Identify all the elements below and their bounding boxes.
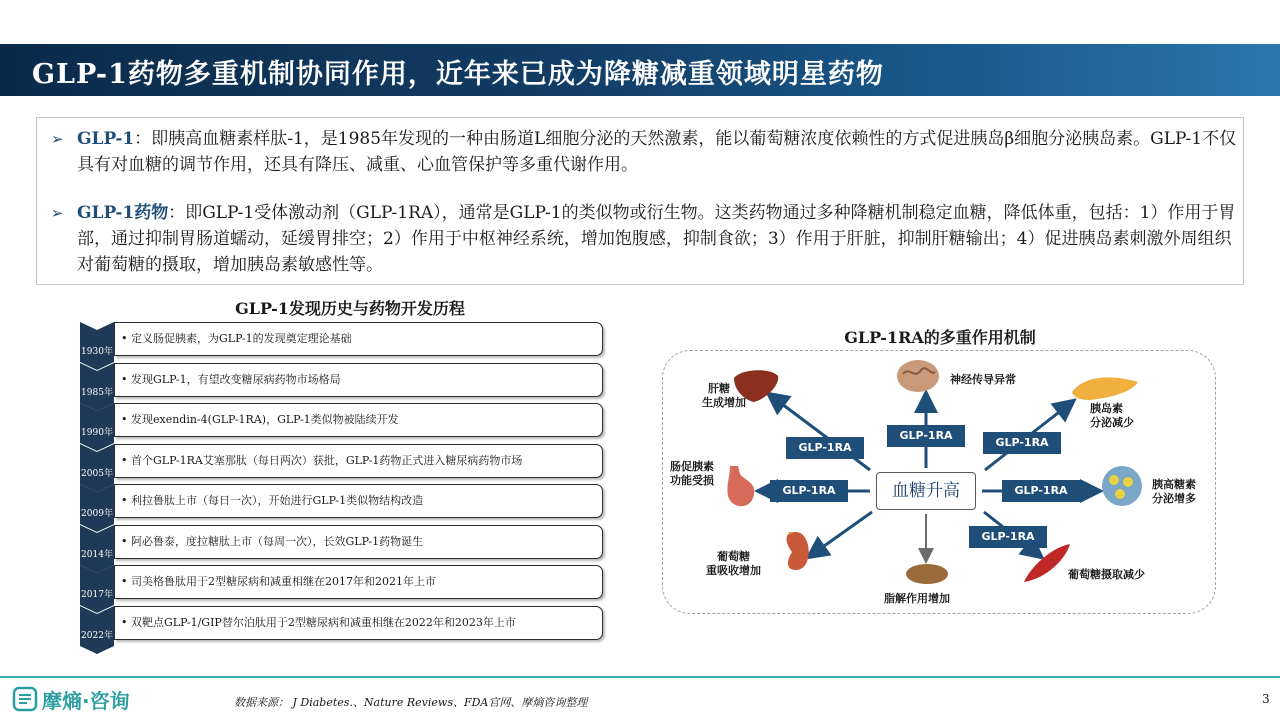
timeline-event: • 发现GLP-1，有望改变糖尿病药物市场格局 <box>114 363 603 397</box>
label-muscle: 葡萄糖摄取减少 <box>1068 568 1145 581</box>
label-gut: 肠促胰素 功能受损 <box>670 460 714 487</box>
timeline-event: • 司美格鲁肽用于2型糖尿病和减重相继在2017年和2021年上市 <box>114 565 603 599</box>
bullet-key: GLP-1 <box>77 129 135 149</box>
alpha-cell-icon <box>1098 462 1146 510</box>
label-brain: 神经传导异常 <box>950 373 1016 386</box>
label-fat: 脂解作用增加 <box>884 592 950 605</box>
timeline-event: • 定义肠促胰素，为GLP-1的发现奠定理论基础 <box>114 322 603 356</box>
brand-logo <box>12 686 130 712</box>
kidney-icon <box>776 530 816 572</box>
pancreas-icon <box>1070 372 1140 402</box>
stomach-icon <box>722 464 758 512</box>
tag-glp1ra: GLP-1RA <box>969 526 1047 548</box>
timeline-event: • 利拉鲁肽上市（每日一次），开始进行GLP-1类似物结构改造 <box>114 484 603 518</box>
label-liver: 肝糖 生成增加 <box>702 382 746 409</box>
timeline-title: GLP-1发现历史与药物开发历程 <box>235 299 465 318</box>
timeline-year: 2022年 <box>81 630 113 641</box>
tag-glp1ra: GLP-1RA <box>887 425 965 447</box>
timeline-year: 1985年 <box>81 387 113 398</box>
timeline-event: • 双靶点GLP-1/GIP替尔泊肽用于2型糖尿病和减重相继在2022年和2023年上市 <box>114 606 603 640</box>
timeline-event: • 首个GLP-1RA艾塞那肽（每日两次）获批，GLP-1药物正式进入糖尿病药物市场 <box>114 444 603 478</box>
bullet-text: ：即GLP-1受体激动剂（GLP-1RA），通常是GLP-1的类似物或衍生物。这类药物通过多种降糖机制稳定血糖，降低体重，包括：1）作用于胃部，通过抑制胃肠道蠕动，延缓胃排空；2）作用于中枢神经系统，增加饱腹感，抑制食欲；3）作用于肝脏，抑制肝糖输出；4）促进胰岛素刺激外周组织对葡萄糖的摄取，增加胰岛素敏感性等。 <box>77 203 1236 275</box>
brand-mark-icon <box>12 686 38 712</box>
tag-glp1ra: GLP-1RA <box>786 437 864 459</box>
timeline-year: 2009年 <box>81 509 113 519</box>
timeline-year: 2017年 <box>81 590 113 600</box>
footer-divider <box>0 676 1280 678</box>
blood-sugar-rise: 血糖升高 <box>876 472 976 510</box>
label-alpha: 胰高糖素 分泌增多 <box>1152 478 1196 505</box>
arrow-bullet-icon: ➢ <box>51 204 64 222</box>
brain-icon <box>895 358 941 394</box>
arrow-bullet-icon: ➢ <box>51 130 64 148</box>
timeline-event: • 发现exendin-4(GLP-1RA)，GLP-1类似物被陆续开发 <box>114 403 603 437</box>
timeline-year: 2014年 <box>81 549 113 560</box>
arrow-to-kidney <box>810 512 872 556</box>
slide-title: GLP-1药物多重机制协同作用，近年来已成为降糖减重领域明星药物 <box>32 59 884 90</box>
mechanism-title: GLP-1RA的多重作用机制 <box>844 328 1036 347</box>
tag-glp1ra: GLP-1RA <box>770 480 848 502</box>
timeline-event: • 阿必鲁泰，度拉糖肽上市（每周一次），长效GLP-1药物诞生 <box>114 525 603 559</box>
data-source: 数据来源： J Diabetes.、Nature Reviews、FDA官网、摩熵咨询整理 <box>234 696 588 709</box>
tag-glp1ra: GLP-1RA <box>1002 480 1080 502</box>
label-pancreas: 胰岛素 分泌减少 <box>1090 402 1134 429</box>
label-kidney: 葡萄糖 重吸收增加 <box>706 550 761 577</box>
bullet-key: GLP-1药物 <box>77 203 169 223</box>
timeline-year: 2005年 <box>81 468 113 479</box>
fat-icon <box>904 562 950 586</box>
tag-glp1ra: GLP-1RA <box>983 432 1061 454</box>
bullet-text: ：即胰高血糖素样肽-1，是1985年发现的一种由肠道L细胞分泌的天然激素，能以葡萄糖浓度依赖性的方式促进胰岛β细胞分泌胰岛素。GLP-1不仅具有对血糖的调节作用，还具有降压、减重、心血管保护等多重代谢作用。 <box>77 129 1237 175</box>
timeline-year: 1990年 <box>81 428 113 438</box>
timeline-year: 1930年 <box>81 347 113 357</box>
muscle-icon <box>1020 542 1074 586</box>
brand-name: 摩熵·咨询 <box>42 688 130 713</box>
page-number: 3 <box>1262 692 1270 706</box>
